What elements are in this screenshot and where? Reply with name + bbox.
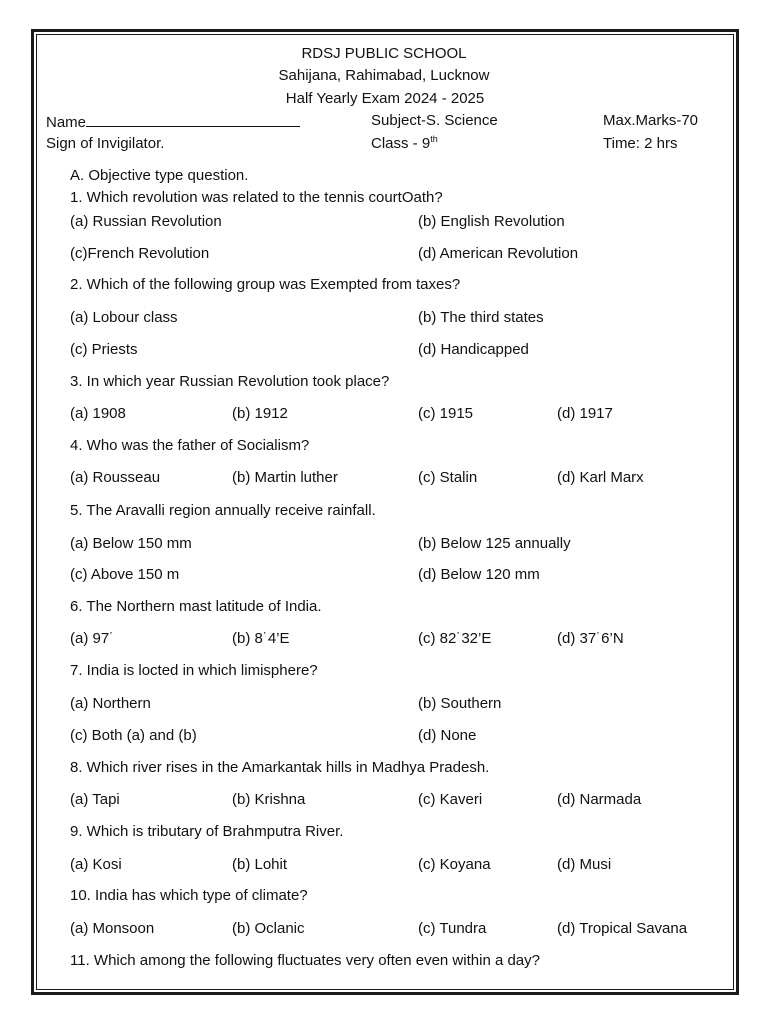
- section-title: A. Objective type question.: [70, 167, 249, 184]
- question-5-option-c: (c) Above 150 m: [70, 566, 180, 583]
- name-label: Name: [46, 114, 87, 131]
- max-marks-label: Max.Marks-70: [603, 112, 699, 129]
- question-7-option-b: (b) Southern: [418, 695, 502, 712]
- question-8-text: 8. Which river rises in the Amarkantak hills in Madhya Pradesh.: [70, 759, 490, 776]
- question-7-option-d: (d) None: [418, 727, 477, 744]
- question-6-text: 6. The Northern mast latitude of India.: [70, 598, 322, 615]
- question-4-option-a: (a) Rousseau: [70, 469, 161, 486]
- time-label: Time: 2 hrs: [603, 135, 678, 152]
- question-3-option-a: (a) 1908: [70, 405, 126, 422]
- class-label: [371, 135, 438, 153]
- question-2-option-d: (d) Handicapped: [418, 341, 529, 358]
- question-5-text: 5. The Aravalli region annually receive rainfall.: [70, 502, 376, 519]
- question-9-option-d: (d) Musi: [557, 856, 612, 873]
- school-name: RDSJ PUBLIC SCHOOL: [301, 45, 467, 62]
- question-1-option-d: (d) American Revolution: [418, 245, 579, 262]
- question-4-option-c: (c) Stalin: [418, 469, 478, 486]
- question-4-option-d: (d) Karl Marx: [557, 469, 644, 486]
- question-2-option-a: (a) Lobour class: [70, 309, 178, 326]
- question-5-option-d: (d) Below 120 mm: [418, 566, 540, 583]
- question-5-option-a: (a) Below 150 mm: [70, 535, 192, 552]
- name-blank-line: [86, 112, 300, 127]
- question-8-option-d: (d) Narmada: [557, 791, 642, 808]
- name-field: [46, 112, 300, 132]
- question-6-option-d: (d) 37˙6’N: [557, 630, 624, 647]
- question-8-option-c: (c) Kaveri: [418, 791, 483, 808]
- question-9-option-b: (b) Lohit: [232, 856, 288, 873]
- question-5-option-b: (b) Below 125 annually: [418, 535, 571, 552]
- question-1-option-c: (c)French Revolution: [70, 245, 210, 262]
- question-4-text: 4. Who was the father of Socialism?: [70, 437, 310, 454]
- question-6-option-b: (b) 8˙4’E: [232, 630, 290, 647]
- question-6-option-a: (a) 97˙: [70, 630, 115, 647]
- question-7-option-a: (a) Northern: [70, 695, 151, 712]
- school-address: Sahijana, Rahimabad, Lucknow: [278, 67, 490, 84]
- question-11-text: 11. Which among the following fluctuates very often even within a day?: [70, 952, 540, 969]
- class-superscript: th: [430, 134, 438, 144]
- question-10-option-a: (a) Monsoon: [70, 920, 155, 937]
- question-7-option-c: (c) Both (a) and (b): [70, 727, 197, 744]
- class-text: Class - 9: [371, 135, 431, 152]
- question-3-option-b: (b) 1912: [232, 405, 288, 422]
- question-3-text: 3. In which year Russian Revolution took place?: [70, 373, 390, 390]
- question-8-option-b: (b) Krishna: [232, 791, 306, 808]
- question-6-option-c: (c) 82˙32’E: [418, 630, 492, 647]
- question-2-text: 2. Which of the following group was Exempted from taxes?: [70, 276, 461, 293]
- question-3-option-c: (c) 1915: [418, 405, 474, 422]
- exam-title: Half Yearly Exam 2024 - 2025: [285, 90, 485, 107]
- question-10-option-d: (d) Tropical Savana: [557, 920, 688, 937]
- question-9-option-a: (a) Kosi: [70, 856, 122, 873]
- question-3-option-d: (d) 1917: [557, 405, 613, 422]
- question-10-option-b: (b) Oclanic: [232, 920, 305, 937]
- question-4-option-b: (b) Martin luther: [232, 469, 338, 486]
- question-1-text: 1. Which revolution was related to the tennis courtOath?: [70, 189, 443, 206]
- question-7-text: 7. India is locted in which limisphere?: [70, 662, 318, 679]
- subject-label: Subject-S. Science: [371, 112, 498, 129]
- question-10-text: 10. India has which type of climate?: [70, 887, 308, 904]
- question-8-option-a: (a) Tapi: [70, 791, 120, 808]
- invigilator-sign-label: Sign of Invigilator.: [46, 135, 165, 152]
- question-1-option-a: (a) Russian Revolution: [70, 213, 222, 230]
- question-1-option-b: (b) English Revolution: [418, 213, 565, 230]
- question-2-option-b: (b) The third states: [418, 309, 544, 326]
- question-9-text: 9. Which is tributary of Brahmputra River.: [70, 823, 344, 840]
- question-2-option-c: (c) Priests: [70, 341, 138, 358]
- question-10-option-c: (c) Tundra: [418, 920, 487, 937]
- question-9-option-c: (c) Koyana: [418, 856, 491, 873]
